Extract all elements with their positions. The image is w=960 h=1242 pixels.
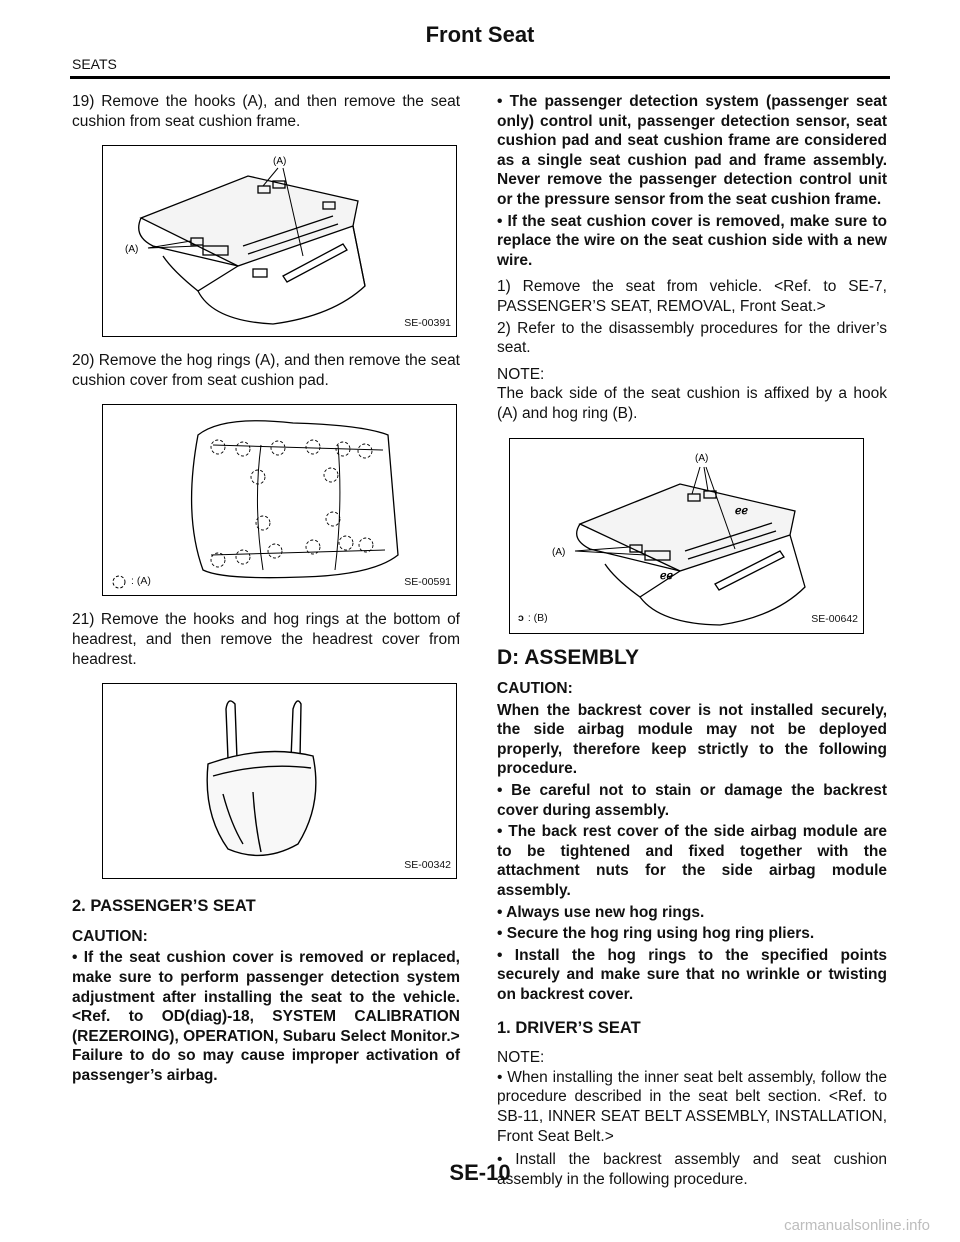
note2-text-1: • When installing the inner seat belt assembly, follow the procedure described in the seat belt section. <Ref. to SB-11, INNER SEAT BELT ASSEMBLY, INSTALLATION, Front Seat Belt.> bbox=[497, 1068, 887, 1145]
note-label: NOTE: bbox=[497, 365, 545, 383]
figure-cushion-back-side bbox=[509, 438, 864, 634]
section-heading-assembly: D: ASSEMBLY bbox=[497, 645, 639, 669]
caution-text-5: • Secure the hog ring using hog ring pliers. bbox=[497, 925, 815, 943]
step-19: 19) Remove the hooks (A), and then remove the seat cushion from seat cushion frame. bbox=[72, 93, 460, 130]
figure-id: SE-00642 bbox=[811, 612, 858, 625]
caution-text-4: • Always use new hog rings. bbox=[497, 903, 705, 921]
hog-ring-b-symbol-icon: ↄ bbox=[518, 611, 524, 624]
step-21: 21) Remove the hooks and hog rings at the bottom of headrest, and then remove the headrest cover from headrest. bbox=[72, 611, 460, 668]
note2-text-2: • Install the backrest assembly and seat cushion assembly in the following procedure. bbox=[497, 1151, 887, 1188]
fig1-label-left: (A) bbox=[125, 244, 139, 256]
cushion-back-side-illustration bbox=[510, 439, 863, 633]
svg-text:ℯℯ: ℯℯ bbox=[660, 569, 674, 582]
legend-text: : (A) bbox=[131, 574, 151, 587]
caution-label: CAUTION: bbox=[72, 927, 148, 945]
fig4-label-top: (A) bbox=[695, 452, 709, 464]
section-heading-passenger-seat: 2. PASSENGER’S SEAT bbox=[72, 897, 256, 916]
figure-legend bbox=[518, 609, 548, 629]
right-column bbox=[497, 92, 887, 1196]
seat-cushion-frame-illustration bbox=[103, 146, 456, 336]
caution-text-1: When the backrest cover is not installed securely, the side airbag module may not be deployed properly, therefore keep strictly to the following procedure. bbox=[497, 701, 887, 778]
caution-text-2: Failure to do so may cause improper activation of passenger’s airbag. bbox=[72, 1047, 460, 1084]
caution-text-6: • Install the hog rings to the specified points securely and make sure that no wrinkle or twisting on backrest cover. bbox=[497, 946, 887, 1003]
figure-seat-cushion-hooks bbox=[102, 145, 457, 337]
headrest-illustration bbox=[103, 684, 456, 878]
left-column bbox=[72, 92, 460, 1093]
caution-label: CAUTION: bbox=[497, 680, 573, 698]
bullet-cushion-cover-wire: • If the seat cushion cover is removed, make sure to replace the wire on the seat cushion side with a new wire. bbox=[497, 212, 887, 269]
header-rule bbox=[70, 76, 890, 79]
figure-id: SE-00342 bbox=[404, 858, 451, 871]
section-label: SEATS bbox=[72, 56, 117, 72]
step-1: 1) Remove the seat from vehicle. <Ref. to SE-7, PASSENGER’S SEAT, REMOVAL, Front Seat.> bbox=[497, 278, 887, 315]
seat-cushion-pad-illustration bbox=[103, 405, 456, 595]
note-text: The back side of the seat cushion is affixed by a hook (A) and hog ring (B). bbox=[497, 385, 887, 422]
legend-text: : (B) bbox=[527, 611, 548, 624]
page-number: SE-10 bbox=[449, 1160, 511, 1185]
figure-hog-rings bbox=[102, 404, 457, 596]
fig4-label-left: (A) bbox=[552, 546, 566, 558]
figure-headrest bbox=[102, 683, 457, 879]
note2-label: NOTE: bbox=[497, 1049, 545, 1067]
watermark-site: carmanualsonline.info bbox=[784, 1217, 930, 1234]
caution-text-3: • The back rest cover of the side airbag module are to be tightened and fixed together with the attachment nuts for the side airbag module assembly. bbox=[497, 823, 887, 900]
step-2: 2) Refer to the disassembly procedures for the driver’s seat. bbox=[497, 319, 887, 357]
bullet-passenger-detection: • The passenger detection system (passenger seat only) control unit, passenger detection sensor, seat cushion pad and seat cushion frame are considered as a single seat cushion pad and frame assembly. Never remove the passenger detection control unit or the pressure sensor from the seat cushion frame. bbox=[497, 93, 887, 208]
caution-text-1: • If the seat cushion cover is removed or replaced, make sure to perform passenger detection system adjustment after installing the seat to the vehicle. <Ref. to OD(diag)-18, SYSTEM CALIBRATION (REZEROING), OPERATION, Subaru Select Monitor.> bbox=[72, 949, 460, 1045]
page-title: Front Seat bbox=[425, 22, 535, 47]
sub-heading-drivers-seat: 1. DRIVER’S SEAT bbox=[497, 1018, 641, 1037]
figure-legend bbox=[111, 572, 151, 592]
figure-id: SE-00591 bbox=[404, 575, 451, 588]
caution-text-2: • Be careful not to stain or damage the backrest cover during assembly. bbox=[497, 782, 887, 819]
svg-text:ℯℯ: ℯℯ bbox=[735, 504, 749, 517]
figure-id: SE-00391 bbox=[404, 316, 451, 329]
step-20: 20) Remove the hog rings (A), and then remove the seat cushion cover from seat cushion pad. bbox=[72, 352, 460, 389]
hog-ring-symbol-icon bbox=[111, 574, 127, 590]
fig1-label-top: (A) bbox=[273, 156, 287, 168]
